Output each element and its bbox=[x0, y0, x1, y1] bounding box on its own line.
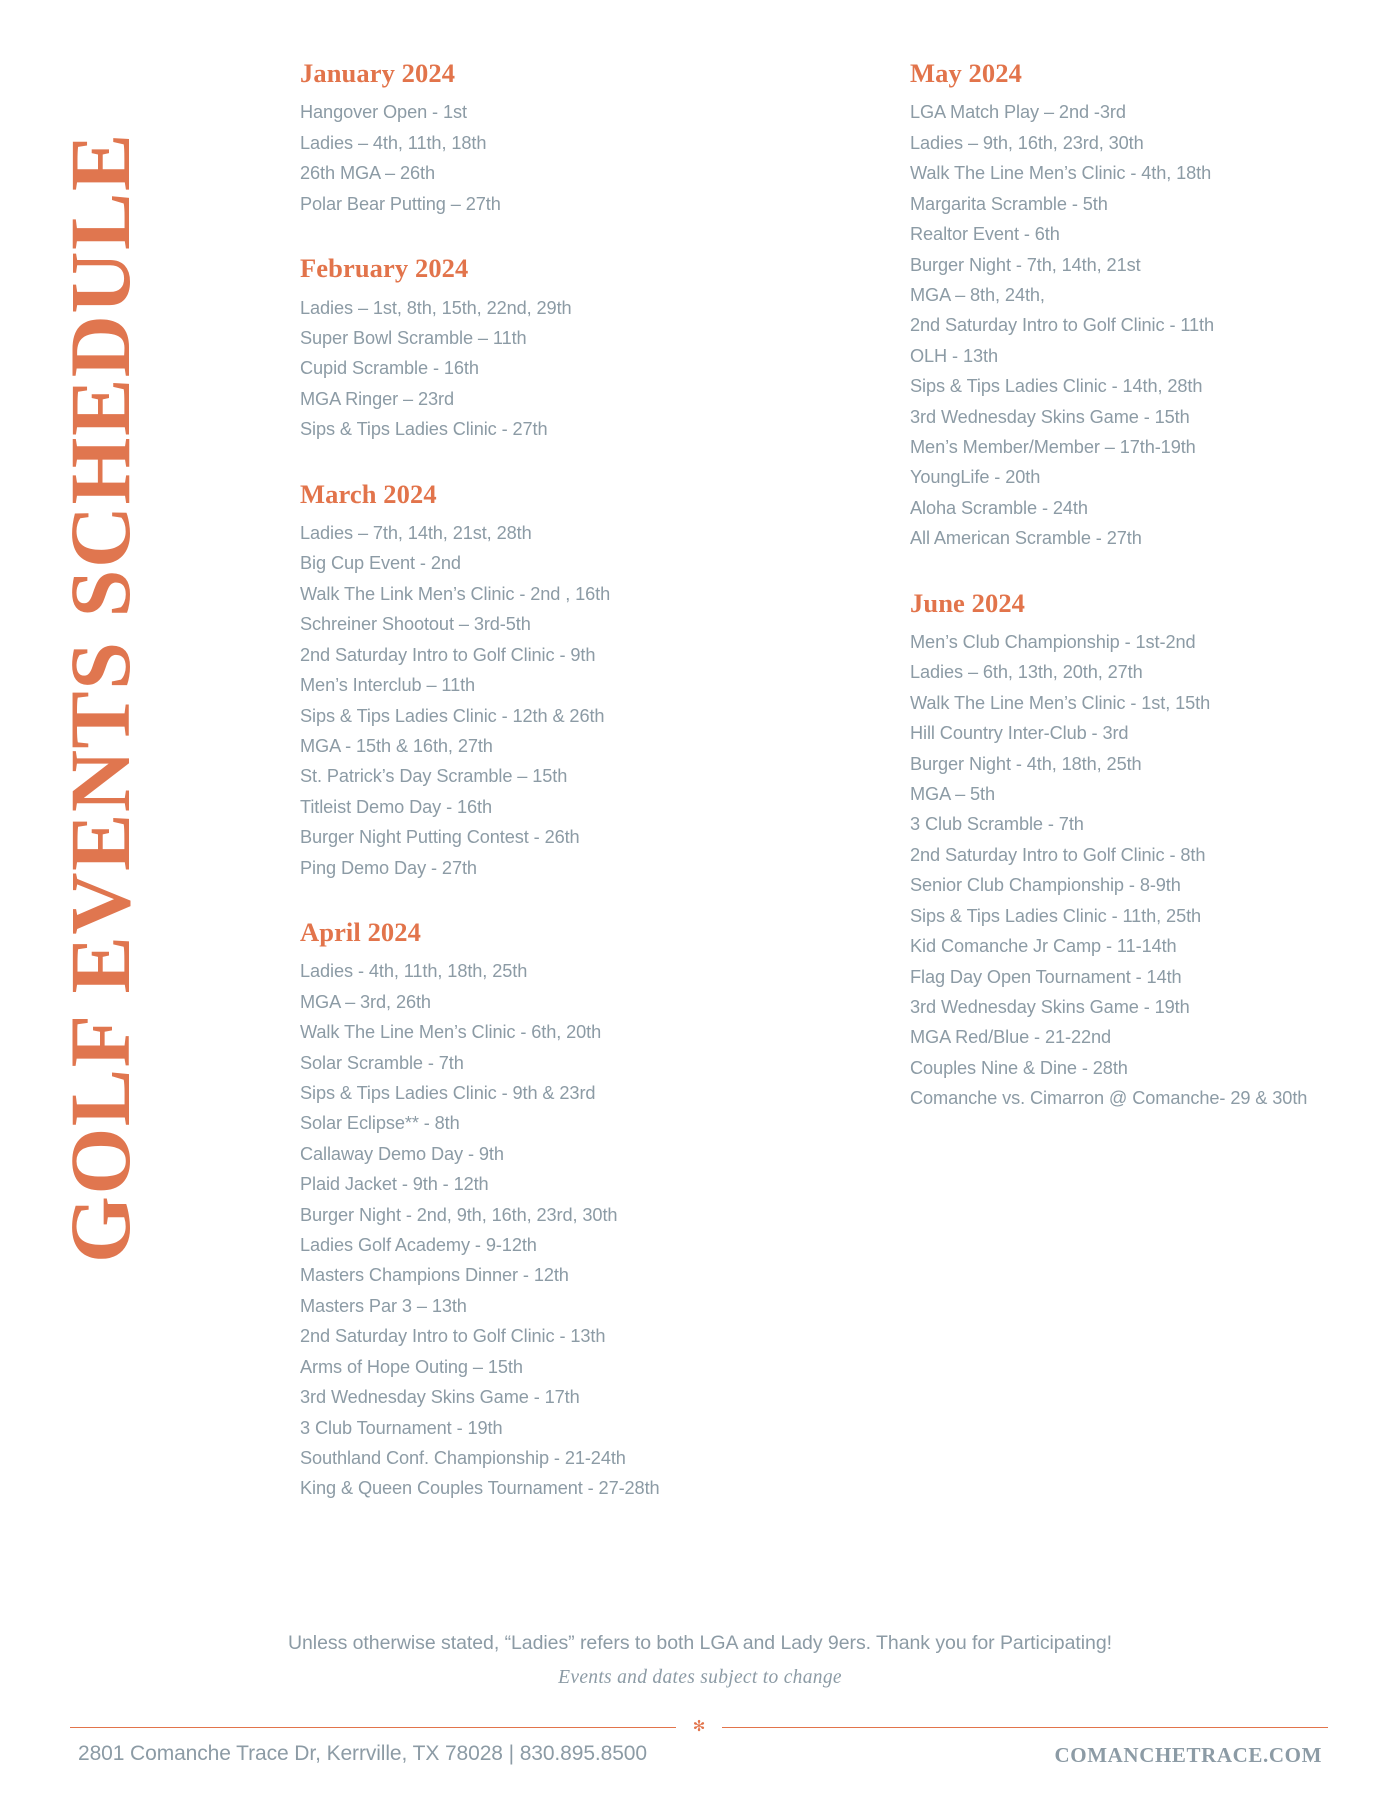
event-item: Realtor Event - 6th bbox=[910, 224, 1060, 245]
event-item: Masters Champions Dinner - 12th bbox=[300, 1265, 569, 1286]
event-item: Hangover Open - 1st bbox=[300, 102, 467, 123]
event-item: King & Queen Couples Tournament - 27-28th bbox=[300, 1478, 660, 1499]
event-item: YoungLife - 20th bbox=[910, 467, 1041, 488]
event-item: Walk The Line Men’s Clinic - 1st, 15th bbox=[910, 692, 1211, 713]
event-item: Solar Eclipse** - 8th bbox=[300, 1113, 460, 1134]
event-item: Sips & Tips Ladies Clinic - 12th & 26th bbox=[300, 705, 605, 726]
event-item: 2nd Saturday Intro to Golf Clinic - 11th bbox=[910, 315, 1214, 336]
event-item: MGA – 5th bbox=[910, 784, 996, 805]
event-item: Ladies – 1st, 8th, 15th, 22nd, 29th bbox=[300, 297, 572, 318]
event-item: 26th MGA – 26th bbox=[300, 163, 435, 184]
event-item: 3rd Wednesday Skins Game - 15th bbox=[910, 406, 1190, 427]
event-item: Solar Scramble - 7th bbox=[300, 1052, 464, 1073]
month-block bbox=[300, 917, 730, 1504]
event-item: Big Cup Event - 2nd bbox=[300, 553, 461, 574]
month-heading: May 2024 bbox=[910, 58, 1022, 88]
event-item: 2nd Saturday Intro to Golf Clinic - 13th bbox=[300, 1326, 606, 1347]
month-heading: February 2024 bbox=[300, 253, 469, 284]
month-block bbox=[300, 479, 730, 883]
page-title: GOLF EVENTS SCHEDULE bbox=[52, 132, 148, 1263]
event-item: Ping Demo Day - 27th bbox=[300, 857, 477, 878]
event-item: Titleist Demo Day - 16th bbox=[300, 796, 492, 817]
event-item: Cupid Scramble - 16th bbox=[300, 358, 479, 379]
event-item: Aloha Scramble - 24th bbox=[910, 497, 1088, 518]
schedule-column-right bbox=[910, 58, 1340, 1114]
month-heading: April 2024 bbox=[300, 916, 421, 947]
footer-divider bbox=[70, 1720, 1328, 1735]
event-item: MGA Red/Blue - 21-22nd bbox=[910, 1027, 1112, 1048]
event-item: 2nd Saturday Intro to Golf Clinic - 9th bbox=[300, 644, 596, 665]
month-heading: June 2024 bbox=[910, 587, 1026, 618]
event-item: Men’s Member/Member – 17th-19th bbox=[910, 436, 1196, 457]
event-item: Sips & Tips Ladies Clinic - 9th & 23rd bbox=[300, 1083, 596, 1104]
event-item: Kid Comanche Jr Camp - 11-14th bbox=[910, 936, 1177, 957]
event-item: St. Patrick’s Day Scramble – 15th bbox=[300, 766, 568, 787]
event-item: MGA Ringer – 23rd bbox=[300, 388, 454, 409]
event-item: 3rd Wednesday Skins Game - 17th bbox=[300, 1387, 580, 1408]
event-item: Burger Night Putting Contest - 26th bbox=[300, 827, 580, 848]
event-item: Ladies – 4th, 11th, 18th bbox=[300, 132, 487, 153]
event-item: Hill Country Inter-Club - 3rd bbox=[910, 723, 1129, 744]
event-item: Polar Bear Putting – 27th bbox=[300, 193, 501, 214]
event-item: Ladies – 6th, 13th, 20th, 27th bbox=[910, 662, 1143, 683]
event-item: Sips & Tips Ladies Clinic - 14th, 28th bbox=[910, 376, 1203, 397]
event-item: Ladies – 7th, 14th, 21st, 28th bbox=[300, 523, 532, 544]
event-item: 3 Club Tournament - 19th bbox=[300, 1417, 503, 1438]
page-footer bbox=[0, 1612, 1400, 1812]
event-item: MGA – 3rd, 26th bbox=[300, 991, 431, 1012]
footer-address: 2801 Comanche Trace Dr, Kerrville, TX 78028 | 830.895.8500 bbox=[78, 1742, 647, 1765]
event-item: Couples Nine & Dine - 28th bbox=[910, 1057, 1128, 1078]
event-item: Walk The Link Men’s Clinic - 2nd , 16th bbox=[300, 583, 611, 604]
event-item: Ladies Golf Academy - 9-12th bbox=[300, 1235, 537, 1256]
event-item: Men’s Interclub – 11th bbox=[300, 675, 476, 696]
divider-line-right bbox=[722, 1727, 1328, 1728]
event-item: Burger Night - 2nd, 9th, 16th, 23rd, 30th bbox=[300, 1204, 618, 1225]
event-item: Burger Night - 7th, 14th, 21st bbox=[910, 254, 1141, 275]
divider-line-left bbox=[70, 1727, 676, 1728]
event-item: Super Bowl Scramble – 11th bbox=[300, 327, 527, 348]
event-item: Sips & Tips Ladies Clinic - 27th bbox=[300, 419, 548, 440]
event-item: MGA - 15th & 16th, 27th bbox=[300, 735, 493, 756]
event-item: Ladies - 4th, 11th, 18th, 25th bbox=[300, 961, 528, 982]
schedule-columns bbox=[300, 58, 1360, 1504]
event-item: Men’s Club Championship - 1st-2nd bbox=[910, 632, 1196, 653]
event-item: 2nd Saturday Intro to Golf Clinic - 8th bbox=[910, 844, 1206, 865]
month-block bbox=[300, 58, 730, 219]
event-item: 3rd Wednesday Skins Game - 19th bbox=[910, 996, 1190, 1017]
footer-note-secondary: Events and dates subject to change bbox=[558, 1667, 842, 1688]
event-item: LGA Match Play – 2nd -3rd bbox=[910, 102, 1126, 123]
footer-website[interactable]: COMANCHETRACE.COM bbox=[1054, 1743, 1322, 1767]
event-item: Southland Conf. Championship - 21-24th bbox=[300, 1447, 626, 1468]
event-item: Margarita Scramble - 5th bbox=[910, 193, 1108, 214]
footer-note-primary: Unless otherwise stated, “Ladies” refers to both LGA and Lady 9ers. Thank you for Participating! bbox=[287, 1632, 1113, 1654]
schedule-column-left bbox=[300, 58, 730, 1504]
event-item: Burger Night - 4th, 18th, 25th bbox=[910, 753, 1142, 774]
event-item: All American Scramble - 27th bbox=[910, 528, 1142, 549]
event-item: MGA – 8th, 24th, bbox=[910, 284, 1045, 305]
month-heading: January 2024 bbox=[300, 58, 456, 88]
month-block bbox=[910, 588, 1340, 1114]
event-item: Arms of Hope Outing – 15th bbox=[300, 1356, 523, 1377]
event-item: Sips & Tips Ladies Clinic - 11th, 25th bbox=[910, 905, 1202, 926]
month-block bbox=[910, 58, 1340, 554]
event-item: Callaway Demo Day - 9th bbox=[300, 1143, 504, 1164]
asterisk-ornament-icon: ✻ bbox=[692, 1719, 706, 1735]
month-heading: March 2024 bbox=[300, 478, 437, 509]
event-item: Walk The Line Men’s Clinic - 6th, 20th bbox=[300, 1022, 602, 1043]
month-block bbox=[300, 253, 730, 445]
event-item: Comanche vs. Cimarron @ Comanche- 29 & 30th bbox=[910, 1088, 1308, 1109]
event-item: Walk The Line Men’s Clinic - 4th, 18th bbox=[910, 163, 1212, 184]
event-item: Senior Club Championship - 8-9th bbox=[910, 875, 1181, 896]
event-item: Schreiner Shootout – 3rd-5th bbox=[300, 614, 531, 635]
event-item: 3 Club Scramble - 7th bbox=[910, 814, 1084, 835]
event-item: Masters Par 3 – 13th bbox=[300, 1295, 467, 1316]
event-item: Flag Day Open Tournament - 14th bbox=[910, 966, 1182, 987]
event-item: Ladies – 9th, 16th, 23rd, 30th bbox=[910, 132, 1144, 153]
side-title-container bbox=[0, 0, 200, 1540]
event-item: OLH - 13th bbox=[910, 345, 998, 366]
event-item: Plaid Jacket - 9th - 12th bbox=[300, 1174, 489, 1195]
